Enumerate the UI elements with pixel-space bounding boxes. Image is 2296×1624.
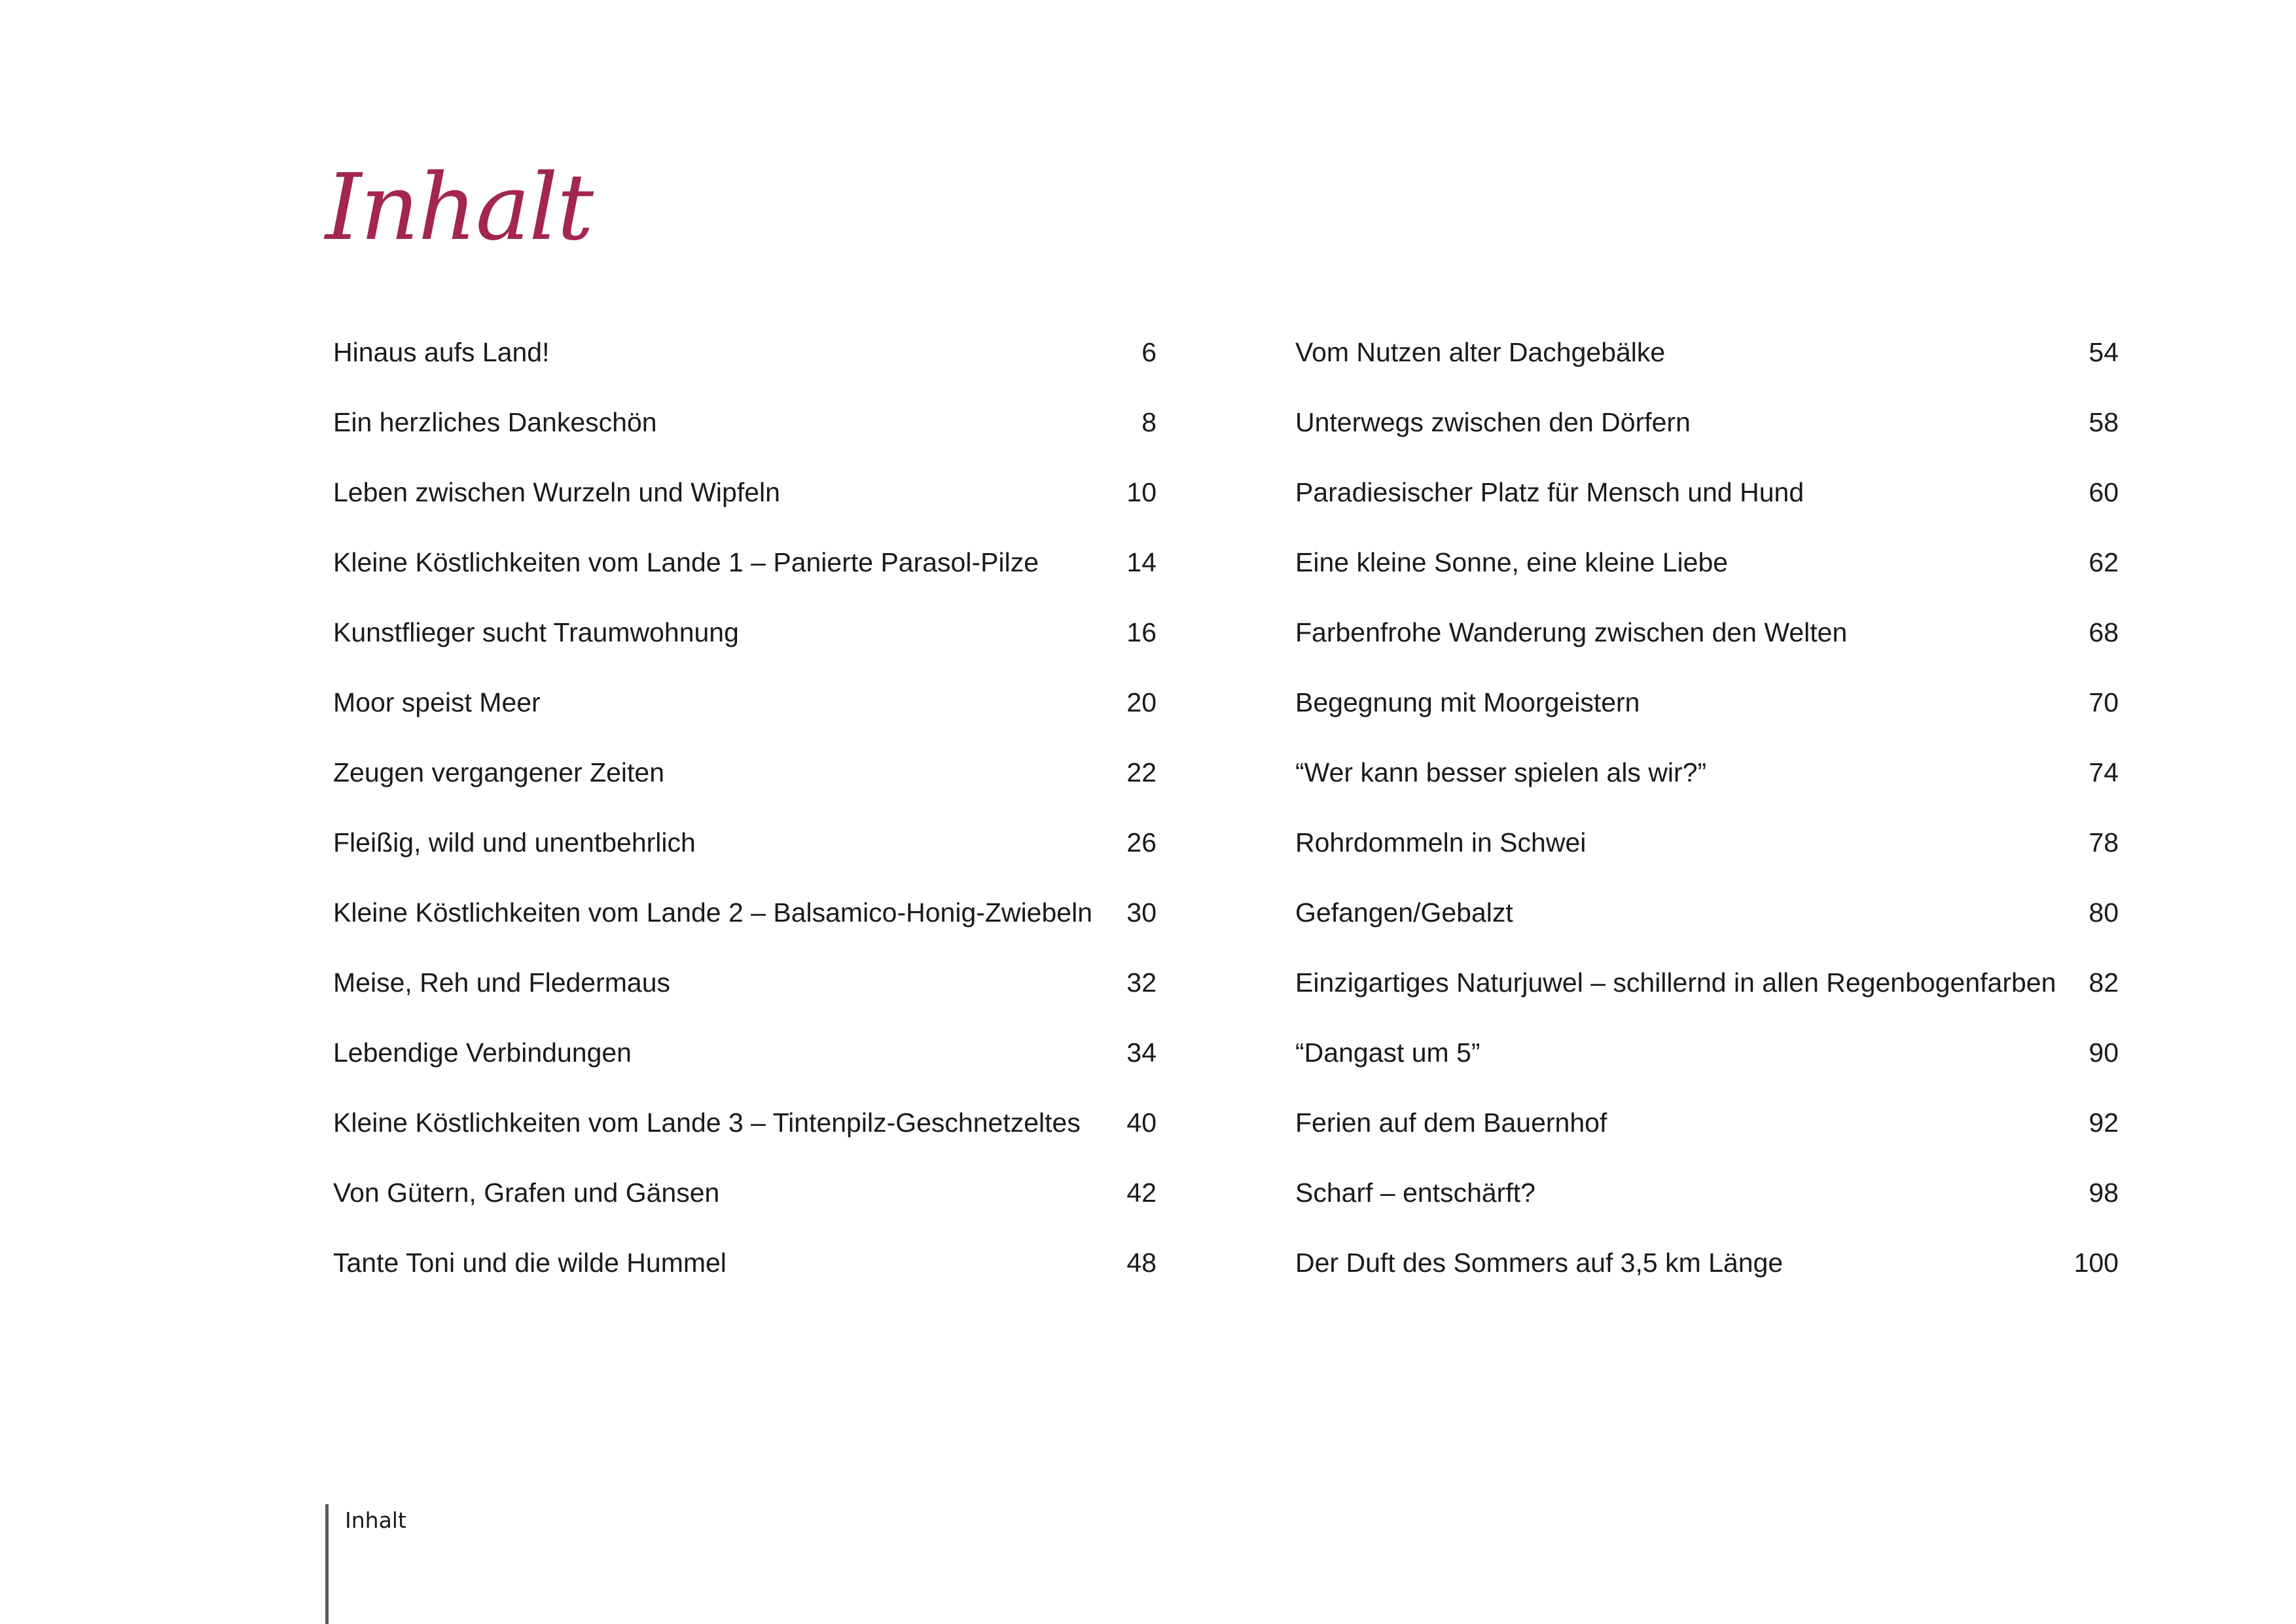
toc-entry[interactable] <box>1295 961 2119 1031</box>
toc-entry[interactable] <box>333 1241 1157 1311</box>
toc-entry[interactable] <box>333 821 1157 891</box>
toc-entry-title: Begegnung mit Moorgeistern <box>1295 687 1640 717</box>
toc-entry-title: Eine kleine Sonne, eine kleine Liebe <box>1295 547 1729 577</box>
toc-entry[interactable] <box>1295 1171 2119 1241</box>
toc-entry-page: 70 <box>2089 687 2119 717</box>
toc-entry-title: Vom Nutzen alter Dachgebälke <box>1295 337 1666 367</box>
toc-entry-title: “Wer kann besser spielen als wir?” <box>1295 757 1707 787</box>
toc-entry[interactable] <box>1295 471 2119 541</box>
toc-entry-title: Von Gütern, Grafen und Gänsen <box>333 1178 720 1208</box>
page-title: Inhalt <box>325 154 593 261</box>
toc-entry-page: 58 <box>2089 407 2119 437</box>
toc-entry-title: Scharf – entschärft? <box>1295 1178 1535 1208</box>
toc-entry-title: Meise, Reh und Fledermaus <box>333 967 671 998</box>
toc-entry[interactable] <box>1295 541 2119 611</box>
toc-entry-page: 40 <box>1126 1108 1157 1138</box>
toc-entry[interactable] <box>1295 891 2119 961</box>
toc-entry-title: Unterwegs zwischen den Dörfern <box>1295 407 1691 437</box>
toc-entry[interactable] <box>333 471 1157 541</box>
toc-entry-page: 42 <box>1126 1178 1157 1208</box>
toc-entry-title: Ferien auf dem Bauernhof <box>1295 1108 1607 1138</box>
toc-entry-page: 48 <box>1126 1248 1157 1278</box>
toc-entry-page: 74 <box>2089 757 2119 787</box>
toc-entry-title: Farbenfrohe Wanderung zwischen den Welten <box>1295 617 1848 647</box>
toc-entry-title: Der Duft des Sommers auf 3,5 km Länge <box>1295 1248 1784 1278</box>
toc-entry[interactable] <box>1295 751 2119 821</box>
toc-entry-page: 6 <box>1141 337 1157 367</box>
toc-entry-title: Paradiesischer Platz für Mensch und Hund <box>1295 477 1804 507</box>
toc-column-right <box>1295 331 2119 1311</box>
toc-entry[interactable] <box>1295 331 2119 401</box>
toc-entry-title: Kunstflieger sucht Traumwohnung <box>333 617 739 647</box>
toc-entry-title: Ein herzliches Dankeschön <box>333 407 657 437</box>
toc-entry-page: 22 <box>1126 757 1157 787</box>
toc-entry-title: Kleine Köstlichkeiten vom Lande 1 – Panierte Parasol-Pilze <box>333 547 1039 577</box>
toc-entry-page: 8 <box>1141 407 1157 437</box>
toc-entry[interactable] <box>333 611 1157 681</box>
toc-entry[interactable] <box>333 401 1157 471</box>
toc-entry-title: Einzigartiges Naturjuwel – schillernd in allen Regenbogenfarben <box>1295 967 2056 998</box>
toc-entry[interactable] <box>1295 681 2119 751</box>
toc-entry-title: Lebendige Verbindungen <box>333 1038 632 1068</box>
footer-section-label: Inhalt <box>345 1507 406 1533</box>
toc-entry-title: Moor speist Meer <box>333 687 541 717</box>
toc-entry-page: 62 <box>2089 547 2119 577</box>
toc-entry-title: Kleine Köstlichkeiten vom Lande 3 – Tintenpilz-Geschnetzeltes <box>333 1108 1081 1138</box>
toc-entry[interactable] <box>333 961 1157 1031</box>
toc-entry[interactable] <box>1295 1101 2119 1171</box>
toc-entry-page: 90 <box>2089 1038 2119 1068</box>
toc-entry-page: 14 <box>1126 547 1157 577</box>
toc-entry[interactable] <box>333 751 1157 821</box>
toc-entry-page: 54 <box>2089 337 2119 367</box>
toc-entry-title: Kleine Köstlichkeiten vom Lande 2 – Balsamico-Honig-Zwiebeln <box>333 897 1092 928</box>
toc-entry-title: Gefangen/Gebalzt <box>1295 897 1513 928</box>
toc-entry-page: 34 <box>1126 1038 1157 1068</box>
toc-entry-title: Leben zwischen Wurzeln und Wipfeln <box>333 477 780 507</box>
toc-entry[interactable] <box>333 681 1157 751</box>
toc-entry[interactable] <box>1295 821 2119 891</box>
toc-entry-page: 26 <box>1126 827 1157 857</box>
toc-entry-page: 60 <box>2089 477 2119 507</box>
toc-entry-page: 30 <box>1126 897 1157 928</box>
toc-entry-title: Rohrdommeln in Schwei <box>1295 827 1587 857</box>
toc-entry-title: Zeugen vergangener Zeiten <box>333 757 665 787</box>
toc-entry-page: 98 <box>2089 1178 2119 1208</box>
toc-entry[interactable] <box>1295 611 2119 681</box>
toc-entry[interactable] <box>1295 1031 2119 1101</box>
toc-entry-page: 68 <box>2089 617 2119 647</box>
toc-entry-title: Hinaus aufs Land! <box>333 337 550 367</box>
toc-entry-page: 10 <box>1126 477 1157 507</box>
toc-entry[interactable] <box>1295 1241 2119 1311</box>
toc-entry-title: “Dangast um 5” <box>1295 1038 1480 1068</box>
toc-entry[interactable] <box>333 331 1157 401</box>
toc-column-left <box>333 331 1157 1311</box>
toc-entry-page: 82 <box>2089 967 2119 998</box>
toc-entry-page: 80 <box>2089 897 2119 928</box>
toc-entry[interactable] <box>333 1171 1157 1241</box>
footer-divider <box>325 1504 329 1624</box>
toc-entry-page: 16 <box>1126 617 1157 647</box>
toc-entry-title: Fleißig, wild und unentbehrlich <box>333 827 696 857</box>
toc-entry-page: 100 <box>2073 1248 2119 1278</box>
toc-entry[interactable] <box>333 1031 1157 1101</box>
toc-entry[interactable] <box>333 891 1157 961</box>
toc-entry-page: 20 <box>1126 687 1157 717</box>
toc-entry-title: Tante Toni und die wilde Hummel <box>333 1248 726 1278</box>
toc-entry[interactable] <box>1295 401 2119 471</box>
toc-entry-page: 78 <box>2089 827 2119 857</box>
toc-entry-page: 92 <box>2089 1108 2119 1138</box>
toc-entry[interactable] <box>333 541 1157 611</box>
toc-entry[interactable] <box>333 1101 1157 1171</box>
toc-entry-page: 32 <box>1126 967 1157 998</box>
